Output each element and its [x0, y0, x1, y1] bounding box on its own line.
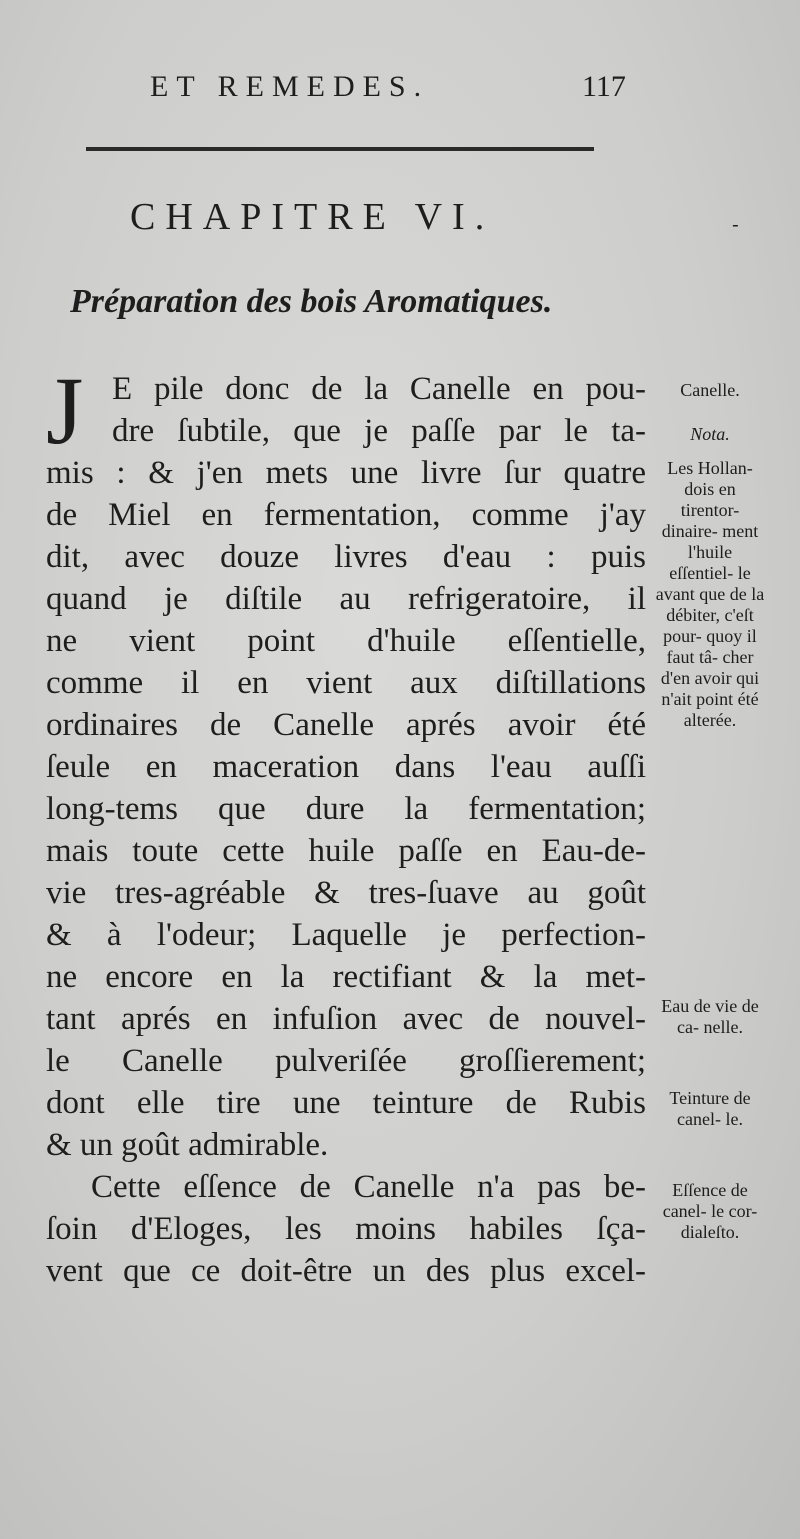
body-text [46, 357, 646, 1292]
margin-note-canelle: Canelle. [680, 380, 740, 400]
text-line: mis : & j'en mets une livre ſur quatre [46, 455, 646, 491]
text-line: Cette eſſence de Canelle n'a pas be- [91, 1169, 646, 1205]
text-line: vie tres-agréable & tres-ſuave au goût [46, 875, 646, 911]
text-line: E pile donc de la Canelle en pou- [112, 371, 646, 407]
text-line: de Miel en fermentation, comme j'ay [46, 497, 646, 533]
margin-note-eau-de-vie: Eau de vie de ca- nelle. [661, 996, 759, 1037]
text-line: dont elle tire une teinture de Rubis [46, 1085, 646, 1121]
chapter-heading: CHAPITRE VI. [130, 196, 495, 238]
corner-mark: - [732, 212, 739, 236]
text-line: le Canelle pulveriſée groſſierement; [46, 1043, 646, 1079]
text-line: long-tems que dure la fermentation; [46, 791, 646, 827]
text-line: & un goût admirable. [46, 1127, 329, 1163]
text-line: dre ſubtile, que je paſſe par le ta- [112, 413, 646, 449]
text-line: ne encore en la rectifiant & la met- [46, 959, 646, 995]
text-line: quand je diſtile au refrigeratoire, il [46, 581, 646, 617]
margin-note-hollandois: Les Hollan- dois en tirentor- dinaire- ment l'huile eſſentiel- le avant que de la débiter, c'eſt pour- quoy il faut tâ- cher d'en avoir qui n'ait point été alterée. [655, 458, 765, 730]
margin-note-essence: Eſſence de canel- le cor- dialeſto. [662, 1180, 758, 1242]
margin-note-nota: Nota. [690, 424, 730, 444]
margin-note-teinture: Teinture de canel- le. [669, 1088, 751, 1129]
text-line: tant aprés en infuſion avec de nouvel- [46, 1001, 646, 1037]
text-line: mais toute cette huile paſſe en Eau-de- [46, 833, 646, 869]
text-line: vent que ce doit-être un des plus excel- [46, 1253, 646, 1289]
header-rule [86, 147, 594, 151]
text-line: ne vient point d'huile eſſentielle, [46, 623, 646, 659]
text-line: dit, avec douze livres d'eau : puis [46, 539, 646, 575]
running-head [150, 70, 650, 110]
page-number: 117 [582, 70, 626, 103]
section-title: Préparation des bois Aromatiques. [70, 283, 553, 320]
running-title: ET REMEDES. [150, 70, 430, 103]
text-line: comme il en vient aux diſtillations [46, 665, 646, 701]
margin-notes [654, 380, 766, 1280]
text-line: ſeule en maceration dans l'eau auſſi [46, 749, 646, 785]
drop-cap: J [46, 357, 84, 464]
text-line: ſoin d'Eloges, les moins habiles ſça- [46, 1211, 646, 1247]
text-line: & à l'odeur; Laquelle je perfection- [46, 917, 646, 953]
text-line: ordinaires de Canelle aprés avoir été [46, 707, 646, 743]
